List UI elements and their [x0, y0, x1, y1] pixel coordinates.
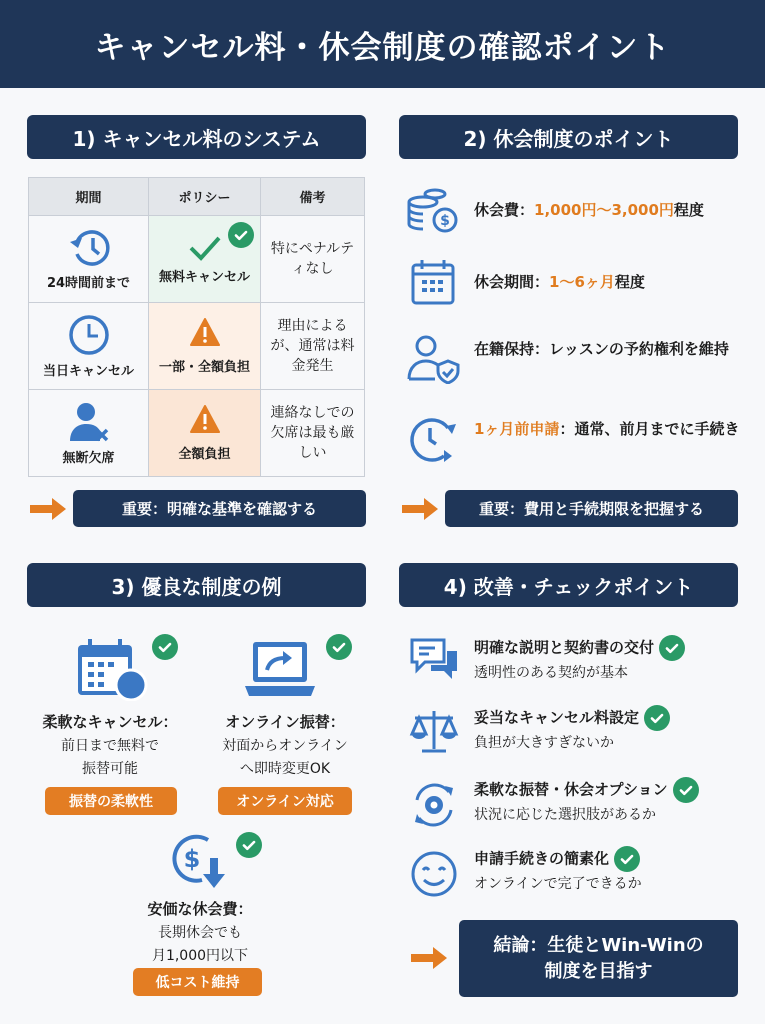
warning-icon — [190, 318, 220, 346]
policy-label: 無料キャンセル — [158, 269, 250, 285]
note: 連絡なしでの欠席は最も厳しい — [261, 390, 365, 477]
warning-icon — [190, 405, 220, 433]
clock-arrow-icon — [408, 414, 462, 464]
clock-icon — [67, 314, 111, 356]
col-header: 期間 — [29, 178, 149, 216]
section-2-heading: 2) 休会制度のポイント — [399, 115, 738, 159]
example-online-transfer: オンライン振替： 対面からオンライン へ即時変更OK — [222, 713, 348, 777]
holiday-period-item: 休会期間：1〜6ヶ月程度 — [474, 273, 645, 291]
policy-label: 全額負担 — [178, 446, 231, 462]
check-badge-icon — [614, 846, 640, 872]
calendar-icon — [410, 258, 456, 306]
period-label: 当日キャンセル — [42, 363, 134, 379]
membership-retention-item: 在籍保持：レッスンの予約権利を維持 — [474, 340, 729, 358]
svg-text:$: $ — [183, 845, 201, 873]
holiday-fee-item: 休会費：1,000円〜3,000円程度 — [474, 201, 704, 219]
checkpoint-item: 妥当なキャンセル料設定 負担が大きすぎないか — [474, 705, 670, 755]
arrow-right-icon — [402, 498, 438, 520]
table-row — [29, 390, 365, 477]
smile-icon — [410, 850, 458, 898]
check-badge-icon — [644, 705, 670, 731]
chat-icon — [409, 637, 459, 683]
note: 理由によるが、通常は料金発生 — [261, 303, 365, 390]
check-icon — [188, 234, 222, 262]
example-cheap-fee: 安価な休会費： 長期休会でも 月1,000円以下 — [147, 900, 253, 964]
period-label: 無断欠席 — [62, 450, 115, 466]
check-badge-icon — [228, 222, 254, 248]
calendar-icon — [76, 637, 148, 701]
check-badge-icon — [152, 634, 178, 660]
checkpoint-item: 明確な説明と契約書の交付 透明性のある契約が基本 — [474, 635, 685, 685]
table-row — [29, 216, 365, 303]
checkpoint-item: 柔軟な振替・休会オプション 状況に応じた選択肢があるか — [474, 777, 699, 827]
arrow-right-icon — [30, 498, 66, 520]
col-header: ポリシー — [149, 178, 261, 216]
checkpoint-item: 申請手続きの簡素化 オンラインで完了できるか — [474, 846, 642, 896]
check-badge-icon — [326, 634, 352, 660]
dollar-down-icon — [168, 832, 230, 890]
page-title: キャンセル料・休会制度の確認ポイント — [0, 0, 765, 88]
table-row — [29, 303, 365, 390]
user-x-icon — [66, 401, 112, 443]
scale-icon — [409, 708, 459, 754]
tag-low-cost: 低コスト維持 — [133, 968, 262, 996]
user-shield-icon — [406, 334, 462, 384]
cancel-fee-table — [28, 177, 365, 477]
svg-text:$: $ — [440, 213, 450, 229]
advance-application-item: 1ヶ月前申請：通常、前月までに手続き — [474, 420, 740, 438]
example-flexible-cancel: 柔軟なキャンセル： 前日まで無料で 振替可能 — [42, 713, 178, 777]
period-label: 24時間前まで — [46, 275, 131, 291]
check-badge-icon — [236, 832, 262, 858]
check-badge-icon — [659, 635, 685, 661]
arrow-right-icon — [411, 947, 447, 969]
gear-cycle-icon — [409, 780, 459, 830]
section-4-heading: 4) 改善・チェックポイント — [399, 563, 738, 607]
conclusion-box: 結論：生徒とWin-Winの 制度を目指す — [459, 920, 738, 997]
col-header: 備考 — [261, 178, 365, 216]
section-1-heading: 1) キャンセル料のシステム — [27, 115, 366, 159]
coins-icon — [406, 188, 460, 234]
clock-history-icon — [67, 228, 111, 268]
policy-label: 一部・全額負担 — [158, 359, 250, 375]
important-note-2: 重要：費用と手続期限を把握する — [445, 490, 738, 527]
tag-flexible-transfer: 振替の柔軟性 — [45, 787, 177, 815]
check-badge-icon — [673, 777, 699, 803]
tag-online-support: オンライン対応 — [218, 787, 352, 815]
laptop-icon — [243, 640, 317, 698]
important-note-1: 重要：明確な基準を確認する — [73, 490, 366, 527]
section-3-heading: 3) 優良な制度の例 — [27, 563, 366, 607]
note: 特にペナルティなし — [261, 216, 365, 303]
